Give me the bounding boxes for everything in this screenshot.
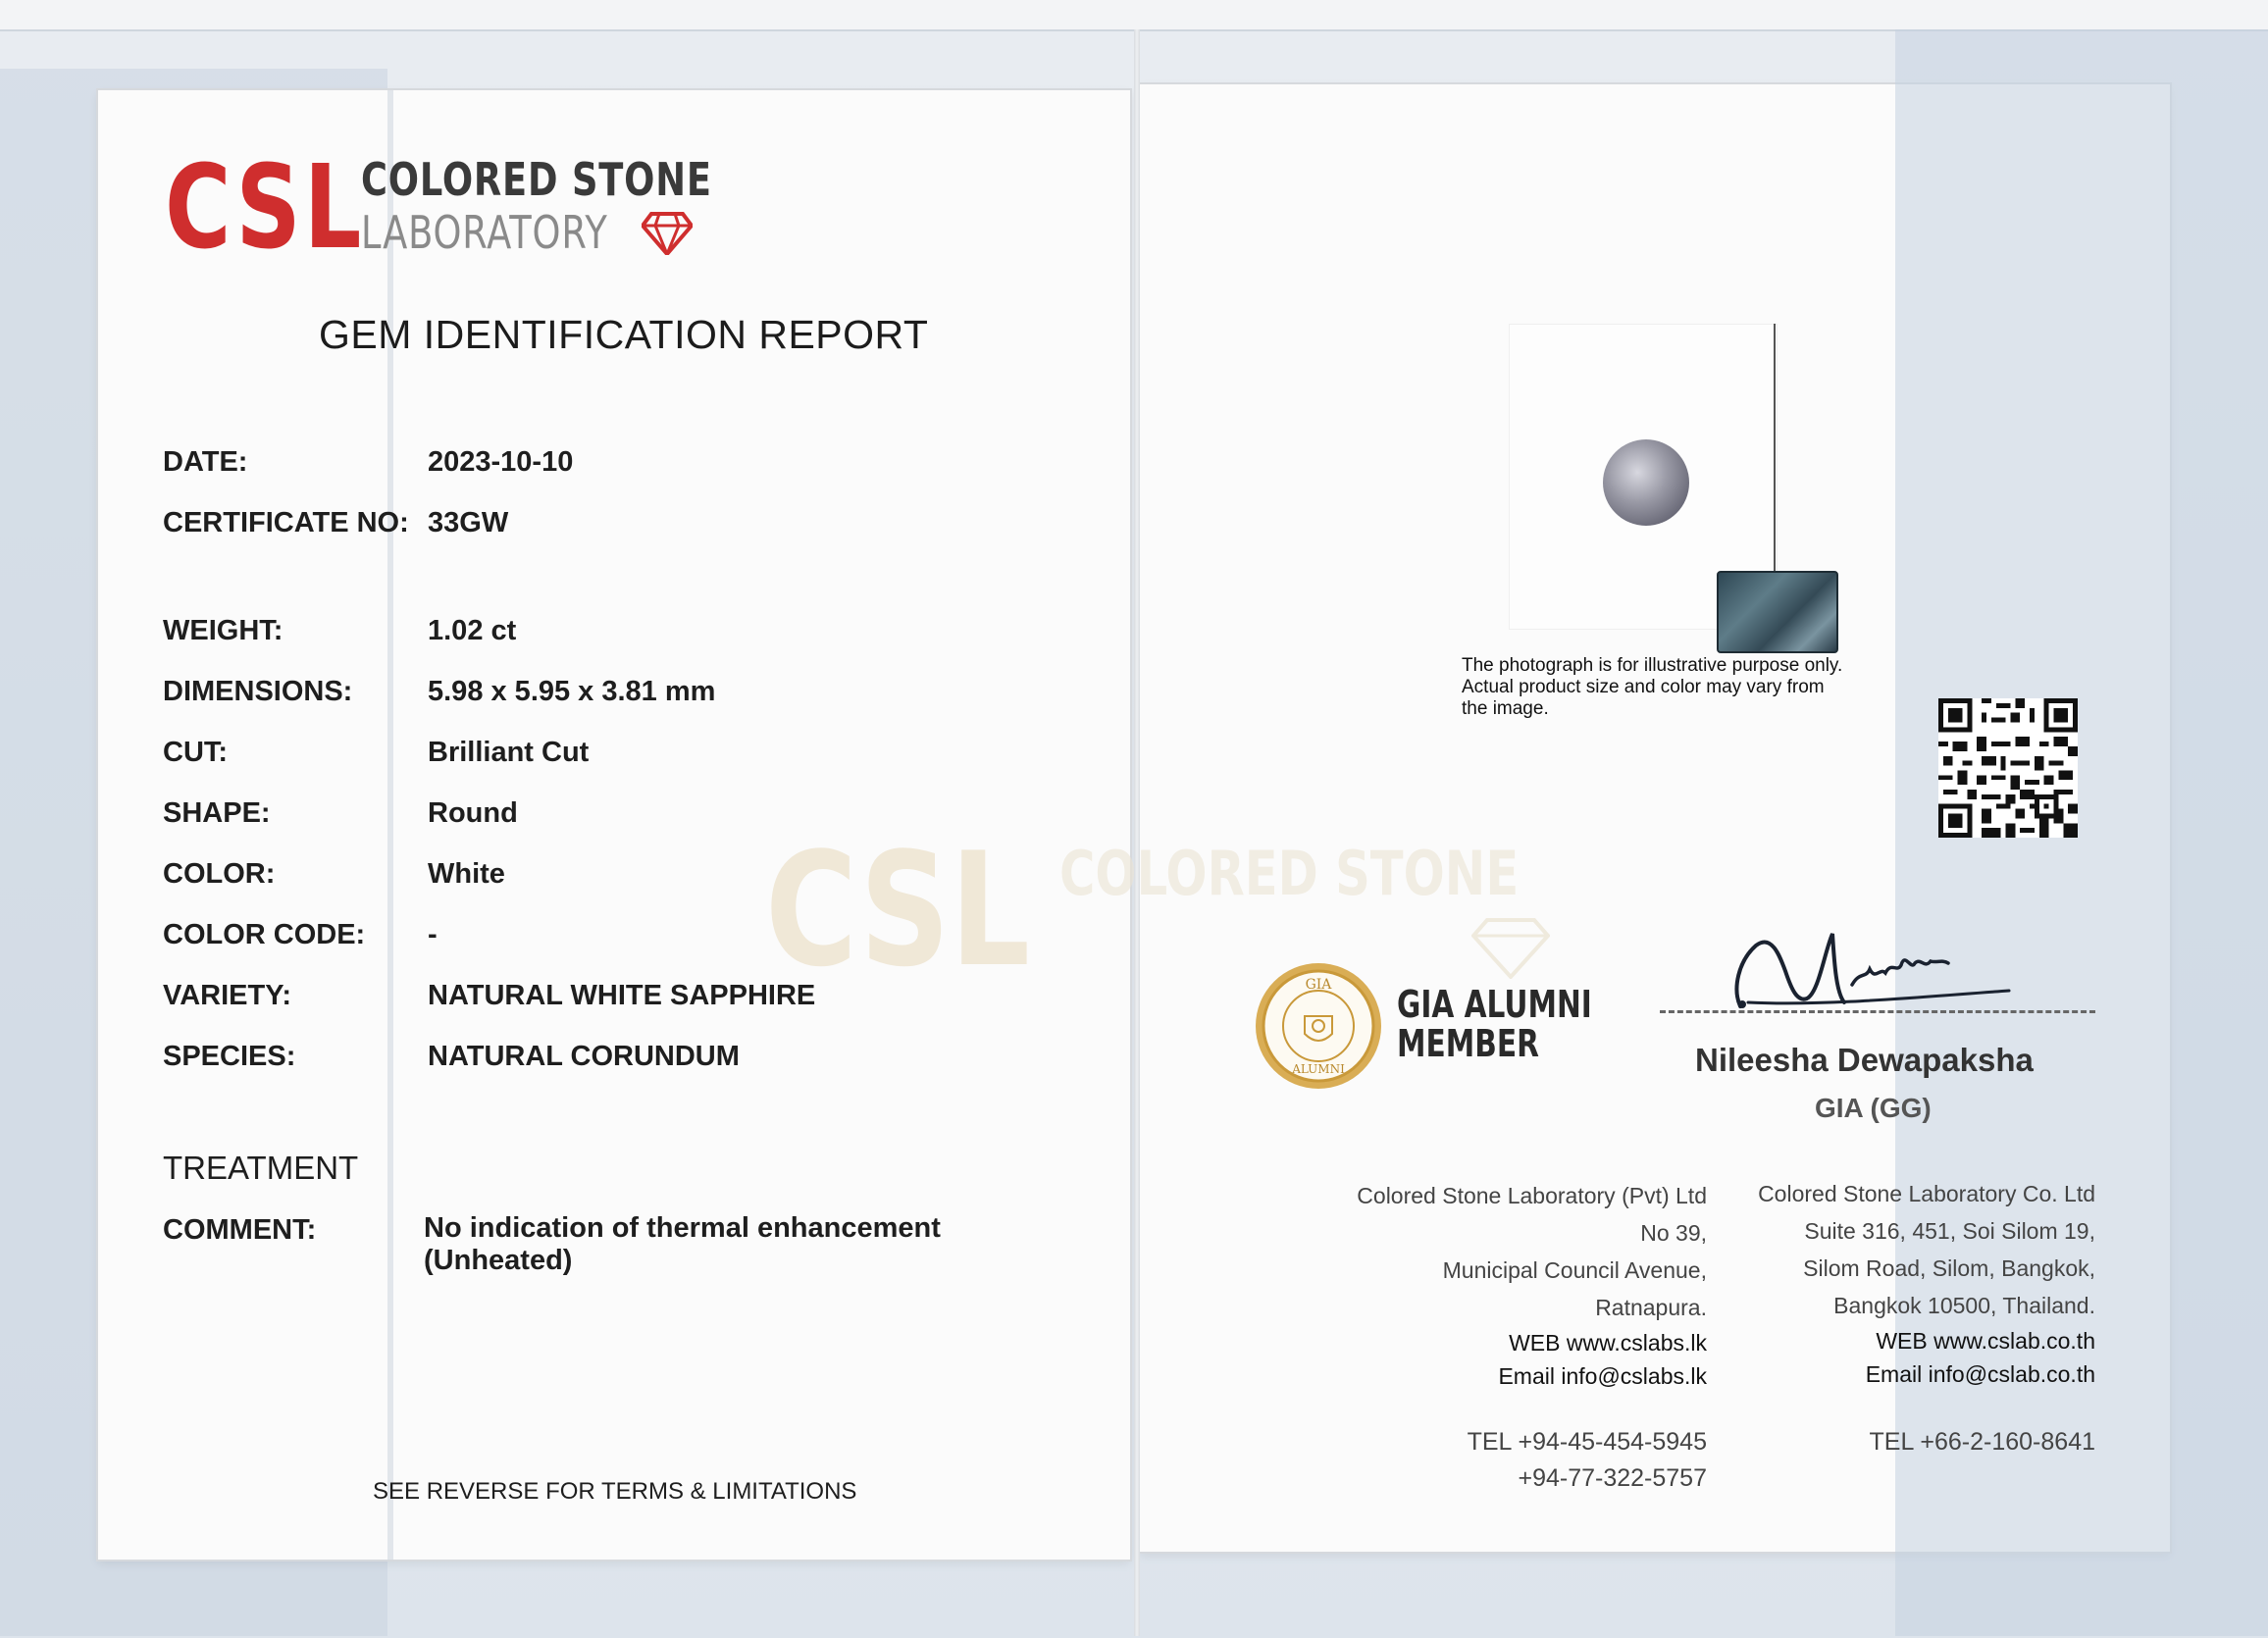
color-value: White: [428, 858, 505, 890]
gem-photo: [1603, 439, 1689, 526]
terms-note: SEE REVERSE FOR TERMS & LIMITATIONS: [373, 1478, 857, 1505]
variety-value: NATURAL WHITE SAPPHIRE: [428, 980, 816, 1011]
date-value: 2023-10-10: [428, 446, 574, 478]
weight-value: 1.02 ct: [428, 615, 517, 646]
lk-line1: No 39,: [1640, 1220, 1707, 1246]
gem-logo-icon: [642, 212, 693, 255]
watermark-text: COLORED STONE: [1059, 838, 1520, 909]
report-title: GEM IDENTIFICATION REPORT: [319, 312, 929, 357]
lk-line2: Municipal Council Avenue,: [1442, 1257, 1707, 1283]
signatory-title: GIA (GG): [1815, 1093, 1932, 1123]
gia-line1: GIA ALUMNI: [1397, 983, 1592, 1026]
comment-line-2: (Unheated): [424, 1245, 573, 1276]
lk-email: Email info@cslabs.lk: [1498, 1363, 1707, 1389]
tel-thailand: [1683, 1424, 2095, 1460]
comment-value: [424, 1212, 1012, 1277]
tel-sri-lanka: [1295, 1424, 1707, 1497]
signatory-name: Nileesha Dewapaksha: [1695, 1042, 2034, 1078]
th-tel1: TEL +66-2-160-8641: [1869, 1428, 2095, 1456]
treatment-heading: TREATMENT: [163, 1150, 359, 1186]
lk-tel2: +94-77-322-5757: [1518, 1464, 1707, 1492]
th-company: Colored Stone Laboratory Co. Ltd: [1758, 1181, 2095, 1206]
address-sri-lanka: [1295, 1177, 1707, 1393]
variety-label: VARIETY:: [163, 980, 292, 1011]
color-code-value: -: [428, 919, 438, 950]
qr-code-icon: [1938, 698, 2078, 838]
seal-top-text: GIA: [1305, 977, 1332, 993]
weight-label: WEIGHT:: [163, 615, 284, 646]
certificate-value: 33GW: [428, 507, 509, 538]
species-label: SPECIES:: [163, 1041, 296, 1072]
comment-label: COMMENT:: [163, 1214, 317, 1246]
shape-label: SHAPE:: [163, 797, 271, 829]
lk-web: WEB www.cslabs.lk: [1509, 1330, 1707, 1356]
logo-abbr: CSL: [165, 139, 365, 275]
cut-label: CUT:: [163, 737, 229, 768]
th-email: Email info@cslab.co.th: [1865, 1361, 2095, 1387]
logo-line1: COLORED STONE: [361, 153, 712, 206]
color-label: COLOR:: [163, 858, 276, 890]
gia-alumni-seal: [1254, 961, 1383, 1091]
logo-line2: LABORATORY: [361, 206, 608, 259]
date-label: DATE:: [163, 446, 248, 478]
th-line2: Silom Road, Silom, Bangkok,: [1803, 1255, 2095, 1281]
th-web: WEB www.cslab.co.th: [1876, 1328, 2095, 1354]
watermark-gem-icon: [1471, 916, 1550, 979]
dimensions-value: 5.98 x 5.95 x 3.81 mm: [428, 676, 716, 707]
seal-bottom-text: ALUMNI: [1292, 1062, 1345, 1076]
hologram-sticker: [1717, 571, 1838, 653]
species-value: NATURAL CORUNDUM: [428, 1041, 740, 1072]
th-line1: Suite 316, 451, Soi Silom 19,: [1804, 1218, 2095, 1244]
watermark-abbr: CSL: [765, 818, 1031, 1001]
certificate-label: CERTIFICATE NO:: [163, 507, 409, 538]
comment-line-1: No indication of thermal enhancement: [424, 1212, 941, 1244]
signature-line: [1660, 1010, 2095, 1013]
gia-line2: MEMBER: [1397, 1022, 1539, 1065]
lk-line3: Ratnapura.: [1595, 1295, 1707, 1320]
dimensions-label: DIMENSIONS:: [163, 676, 353, 707]
address-thailand: [1683, 1175, 2095, 1391]
lk-tel1: TEL +94-45-454-5945: [1467, 1428, 1707, 1456]
shape-value: Round: [428, 797, 518, 829]
color-code-label: COLOR CODE:: [163, 919, 366, 950]
th-line3: Bangkok 10500, Thailand.: [1833, 1293, 2095, 1318]
lk-company: Colored Stone Laboratory (Pvt) Ltd: [1357, 1183, 1707, 1208]
page-fold: [1134, 29, 1140, 1636]
photo-disclaimer: The photograph is for illustrative purpose only. Actual product size and color may vary from the image.: [1462, 655, 1843, 719]
sleeve-edge: [387, 90, 393, 1560]
gia-member-text: [1397, 985, 1592, 1063]
cut-value: Brilliant Cut: [428, 737, 590, 768]
